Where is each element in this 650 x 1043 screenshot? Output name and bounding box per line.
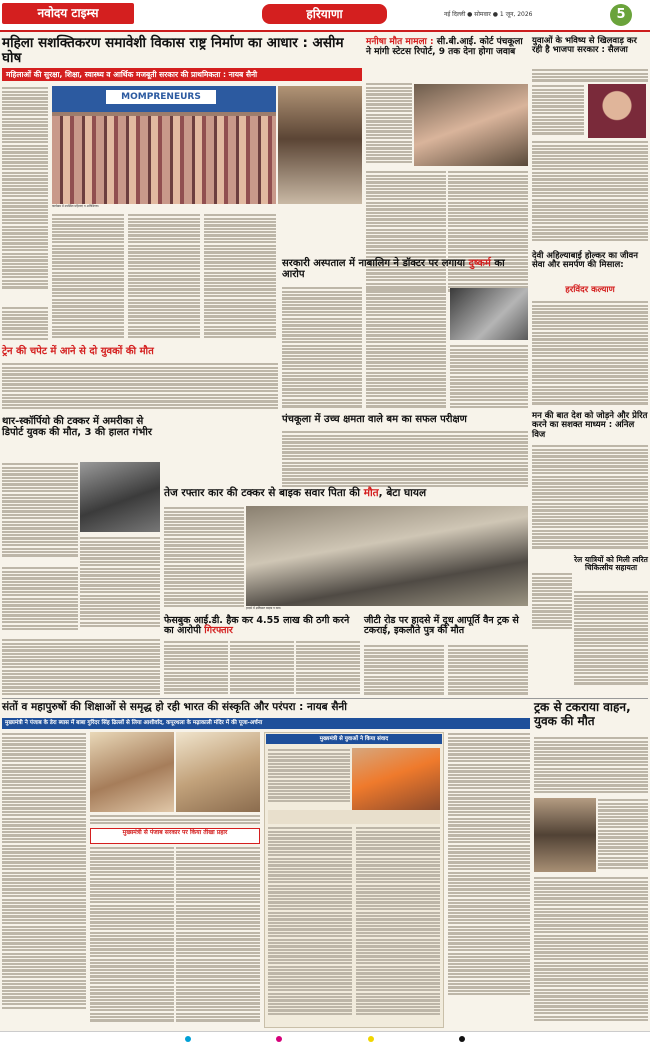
youth-body-col-1 [268, 826, 352, 1026]
divider [2, 698, 648, 699]
lead-body-col-1b [2, 306, 48, 342]
page-header [0, 0, 650, 32]
ahilya-headline: देवी अहिल्याबाई होल्कर का जीवन सेवा और समर्पण की मिसाल: [532, 251, 638, 271]
ahilya-byline: हरविंदर कल्याण [565, 285, 615, 295]
hospital-body-col-2 [366, 286, 446, 410]
manisha-headline: मनीषा मौत मामला : सी.बी.आई. कोर्ट पंचकूला ने मांगी स्टेटस रिपोर्ट, 9 तक देना होगा जवाब [366, 37, 523, 57]
train-body [2, 362, 278, 412]
hospital-headline: सरकारी अस्पताल में नाबालिग ने डॉक्टर पर लगाया दुष्कर्म का आरोप [282, 258, 505, 280]
dateline: नई दिल्ली ● सोमवार ● 1 जून, 2026 [444, 11, 533, 18]
bike-photo-caption: हादसे में क्षतिग्रस्त बाइक व कार। [246, 606, 282, 610]
scorpio-body-col-2 [80, 536, 160, 634]
cm-meeting-photo-2 [176, 732, 260, 812]
facebook-headline: फेसबुक आई.डी. हैक कर 4.55 लाख की ठगी करने का आरोपी गिरफ्तार [164, 615, 350, 637]
manisha-body-col-1 [366, 82, 412, 166]
yellow-registration-mark [368, 1036, 374, 1042]
black-registration-mark [459, 1036, 465, 1042]
selja-body-col-2 [532, 140, 648, 248]
lead-stage-photo [278, 86, 362, 204]
registration-marks [0, 1035, 650, 1042]
scorpio-body-bottom [2, 638, 160, 696]
bottom-body-col-4 [448, 732, 530, 1028]
truck-body-col-3 [534, 876, 648, 1028]
facebook-body-col-1 [164, 640, 228, 696]
facebook-body-col-2 [230, 640, 294, 696]
bomb-headline: पंचकूला में उच्च क्षमता वाले बम का सफल परीक्षण [282, 414, 467, 425]
facebook-highlight: गिरफ्तार [204, 625, 233, 637]
lead-body-col-2 [52, 213, 124, 341]
photo-caption-lines [90, 814, 260, 826]
selja-headline: युवाओं के भविष्य से खिलवाड़ कर रही है भाजपा सरकार : सैलजा [532, 36, 637, 56]
rail-body-col-1 [532, 572, 572, 632]
hospital-body-col-3 [450, 344, 528, 410]
manisha-photo [414, 84, 528, 166]
bike-headline: तेज रफ्तार कार की टक्कर से बाइक सवार पिता की मौत, बेटा घायल [164, 487, 427, 499]
bottom-subheadline-strip: मुख्यमंत्री ने पंजाब के डेरा ब्यास में बाबा गुरिंदर सिंह ढिल्लों से लिया आशीर्वाद, कपूरथला के मढ़ाकाली मंदिर में की पूजा-अर्चना [2, 718, 530, 729]
truck-body-col-2 [598, 798, 648, 872]
punjab-box-label: मुख्यमंत्री से पंजाब सरकार पर किया तीखा प्रहार [90, 828, 260, 844]
youth-body-col-2 [356, 826, 440, 1026]
bomb-body [282, 430, 528, 490]
bike-accident-photo [246, 506, 528, 606]
scorpio-headline: थार-स्कॉर्पियो की टक्कर में अमरीका से डिपोर्ट युवक की मौत, 3 की हालत गंभीर [2, 416, 152, 438]
scorpio-body-col-3 [2, 566, 78, 634]
train-headline: ट्रेन की चपेट में आने से दो युवकों की मौत [2, 346, 154, 357]
hospital-highlight: दुष्कर्म [468, 258, 491, 269]
scorpio-body-col-1 [2, 462, 78, 562]
selja-body-top [532, 68, 648, 82]
youth-photo-1 [352, 748, 440, 810]
bottom-body-col-1 [2, 732, 86, 1028]
youth-box-text [268, 748, 350, 806]
lead-photo-caption: कार्यक्रम में उपस्थित महिलाएं व अतिथिगण। [52, 204, 100, 208]
ahilya-body [532, 300, 648, 410]
bike-body-col-1 [164, 506, 244, 612]
vij-body [532, 444, 648, 554]
cyan-registration-mark [185, 1036, 191, 1042]
facebook-body-col-3 [296, 640, 360, 696]
cm-meeting-photo-1 [90, 732, 174, 812]
manisha-headline-text: सी.बी.आई. कोर्ट पंचकूला ने मांगी स्टेटस रिपोर्ट, 9 तक देना होगा जवाब [366, 37, 523, 57]
selja-body-col-1 [532, 84, 584, 138]
gt-road-headline: जीटी रोड पर हादसे में दूध आपूर्ति वैन ट्रक से टकराई, इकलौते पुत्र की मौत [364, 615, 519, 637]
page-number: 5 [610, 4, 632, 26]
bottom-body-col-2 [90, 846, 174, 1028]
gt-body-col-1 [364, 644, 444, 696]
scorpio-wreck-photo [80, 462, 160, 532]
lead-body-col-1 [2, 86, 48, 304]
lead-body-col-3 [128, 213, 200, 341]
hospital-photo [450, 288, 528, 340]
rail-body-col-2 [574, 590, 648, 690]
gt-body-col-2 [448, 644, 528, 696]
lead-subheadline: महिलाओं की सुरक्षा, शिक्षा, स्वास्थ्य व आर्थिक मजबूती सरकार की प्राथमिकता : नायब सैनी [2, 68, 362, 81]
hospital-body-col-1 [282, 286, 362, 410]
bottom-headline: संतों व महापुरुषों की शिक्षाओं से समृद्ध हो रही भारत की संस्कृति और परंपरा : नायब सैनी [2, 701, 347, 713]
newspaper-logo: नवोदय टाइम्स [2, 3, 134, 24]
page-footer [0, 1031, 650, 1043]
truck-photo [534, 798, 596, 872]
rail-headline: रेल यात्रियों को मिली त्वरित चिकित्सीय सहायता [574, 555, 648, 573]
truck-body-col-1 [534, 736, 648, 796]
group-of-women [52, 116, 276, 204]
lead-headline: महिला सशक्तिकरण समावेशी विकास राष्ट्र निर्माण का आधार : असीम घोष [2, 35, 344, 66]
magenta-registration-mark [276, 1036, 282, 1042]
section-title: हरियाणा [262, 4, 387, 24]
vij-headline: मन की बात देश को जोड़ने और प्रेरित करने का सशक्त माध्यम : अनिल विज [532, 411, 648, 440]
mompreneurs-banner: MOMPRENEURS [106, 90, 216, 104]
bottom-body-col-3 [176, 846, 260, 1028]
lead-body-col-4 [204, 213, 276, 341]
youth-box-label: मुख्यमंत्री से युवाओं ने किया संवाद [266, 734, 442, 744]
lead-group-photo [52, 86, 276, 204]
truck-headline: ट्रक से टकराया वाहन, युवक की मौत [534, 700, 631, 728]
selja-portrait [588, 84, 646, 138]
youth-caption-area [268, 810, 440, 824]
